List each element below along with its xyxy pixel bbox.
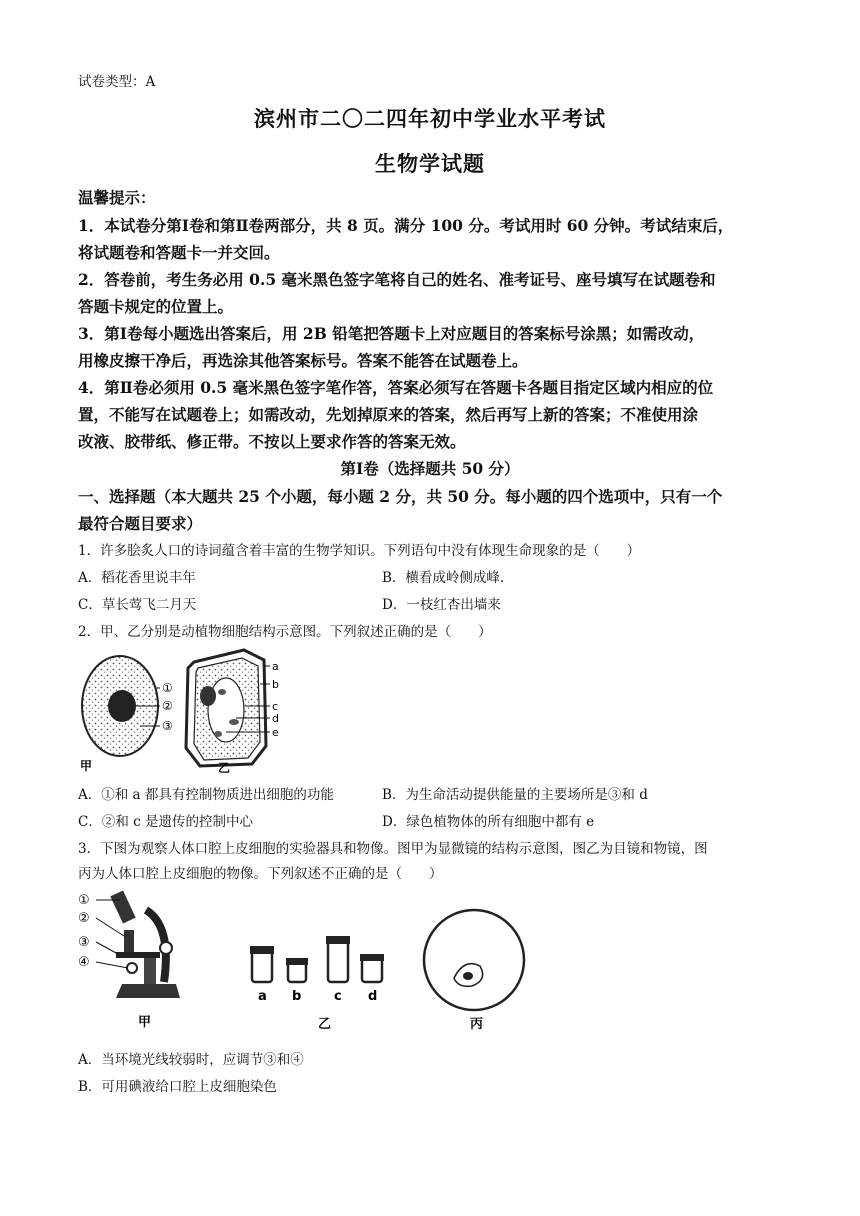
label-c: c — [272, 700, 279, 713]
q1-option-c: C．草长莺飞二月天 — [78, 597, 197, 613]
notice-line: 置，不能写在试题卷上；如需改动，先划掉原来的答案，然后再写上新的答案；不准使用涂 — [78, 405, 699, 424]
label-yi: 乙 — [318, 1017, 332, 1032]
q3-stem-line1: 3．下图为观察人体口腔上皮细胞的实验器具和物像。图甲为显微镜的结构示意图，图乙为目镜和物镜，图 — [78, 841, 708, 857]
notice-line: 改液、胶带纸、修正带。不按以上要求作答的答案无效。 — [78, 432, 466, 451]
section-instruction: 一、选择题（本大题共 25 个小题，每小题 2 分，共 50 分。每小题的四个选项中，只有一个 — [78, 487, 723, 506]
label-e: e — [272, 726, 279, 739]
label-3: ③ — [162, 719, 173, 733]
microscope — [78, 890, 180, 1030]
label-yi: 乙 — [218, 761, 231, 775]
q1-option-a: A．稻花香里说丰年 — [78, 570, 196, 586]
exam-title: 滨州市二〇二四年初中学业水平考试 — [254, 106, 606, 131]
q3-option-a: A．当环境光线较弱时，应调节③和④ — [78, 1052, 304, 1068]
label-jia: 甲 — [80, 759, 93, 773]
field-of-view — [424, 910, 524, 1032]
cell-diagram-figure — [76, 644, 290, 776]
label-2: ② — [78, 911, 90, 926]
label-d: d — [272, 712, 279, 725]
q3-option-b: B．可用碘液给口腔上皮细胞染色 — [78, 1079, 277, 1095]
paper-type: 试卷类型：A — [78, 74, 156, 90]
microscope-figure — [76, 886, 534, 1034]
notice-line: 4．第Ⅱ卷必须用 0.5 毫米黑色签字笔作答，答案必须写在答题卡各题目指定区域内相应的位 — [78, 378, 714, 397]
exam-subtitle: 生物学试题 — [375, 151, 485, 176]
notice-line: 答题卡规定的位置上。 — [78, 297, 234, 316]
notice-line: 3．第Ⅰ卷每小题选出答案后，用 2B 铅笔把答题卡上对应题目的答案标号涂黑；如需改动， — [78, 324, 705, 343]
notice-line: 2．答卷前，考生务必用 0.5 毫米黑色签字笔将自己的姓名、准考证号、座号填写在试题卷和 — [78, 270, 716, 289]
label-jia: 甲 — [138, 1015, 152, 1030]
lens-label-b: b — [292, 989, 302, 1004]
q2-option-d: D．绿色植物体的所有细胞中都有 e — [382, 814, 595, 830]
notice-heading: 温馨提示： — [78, 188, 156, 207]
q2-stem: 2．甲、乙分别是动植物细胞结构示意图。下列叙述正确的是（ ） — [78, 624, 492, 640]
lens-label-d: d — [368, 989, 378, 1004]
q1-stem: 1．许多脍炙人口的诗词蕴含着丰富的生物学知识。下列语句中没有体现生命现象的是（ ） — [78, 543, 641, 559]
q2-option-b: B．为生命活动提供能量的主要场所是③和 d — [382, 787, 648, 803]
notice-line: 用橡皮擦干净后，再选涂其他答案标号。答案不能答在试题卷上。 — [78, 351, 528, 370]
plant-cell — [186, 650, 279, 775]
label-1: ① — [162, 681, 173, 695]
q2-option-a: A．①和 a 都具有控制物质进出细胞的功能 — [78, 787, 334, 803]
notice-line: 1．本试卷分第Ⅰ卷和第Ⅱ卷两部分，共 8 页。满分 100 分。考试用时 60 分钟。考试结束后， — [78, 216, 734, 235]
q1-option-b: B．横看成岭侧成峰. — [382, 570, 505, 586]
q2-option-c: C．②和 c 是遗传的控制中心 — [78, 814, 253, 830]
lens-label-c: c — [334, 989, 342, 1004]
section-title: 第Ⅰ卷（选择题共 50 分） — [340, 459, 520, 478]
q1-option-d: D．一枝红杏出墙来 — [382, 597, 501, 613]
label-2: ② — [162, 699, 173, 713]
section-instruction: 最符合题目要求） — [78, 514, 203, 533]
label-bing: 丙 — [470, 1017, 484, 1032]
label-a: a — [272, 660, 279, 673]
label-1: ① — [78, 893, 90, 908]
label-4: ④ — [78, 955, 90, 970]
lenses — [250, 936, 384, 1032]
q3-stem-line2: 丙为人体口腔上皮细胞的物像。下列叙述不正确的是（ ） — [78, 866, 443, 882]
animal-cell — [80, 656, 173, 773]
lens-label-a: a — [258, 989, 267, 1004]
label-3: ③ — [78, 935, 90, 950]
notice-line: 将试题卷和答题卡一并交回。 — [78, 243, 280, 262]
label-b: b — [272, 678, 279, 691]
